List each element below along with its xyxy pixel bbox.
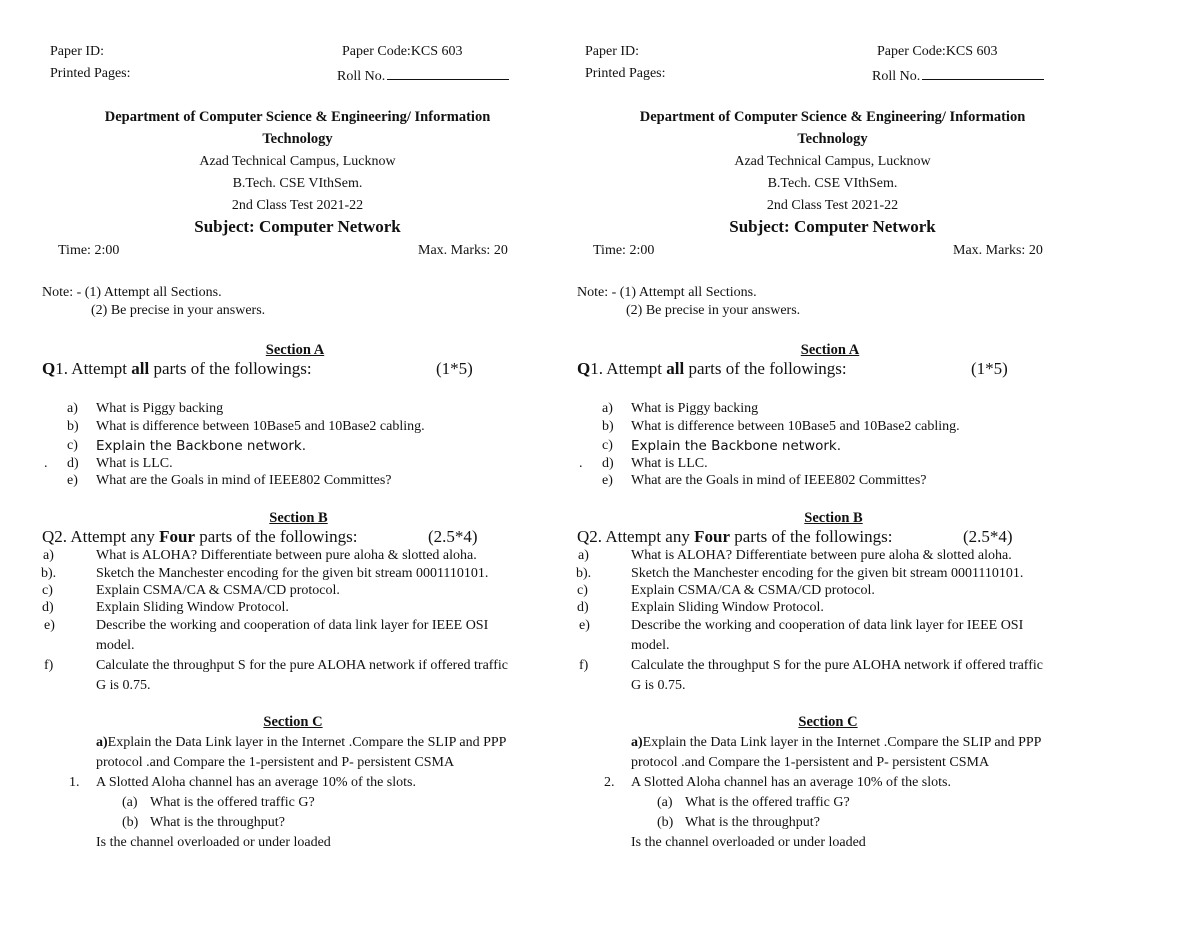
subject-title: Subject: Computer Network xyxy=(194,217,401,236)
section-c-part-a: a)Explain the Data Link layer in the Internet .Compare the SLIP and PPP xyxy=(96,735,507,750)
paper-code: Paper Code:KCS 603 xyxy=(342,44,463,59)
paper-id-label: Paper ID: xyxy=(50,44,105,59)
list-item-continuation: G is 0.75. xyxy=(631,678,686,693)
list-item: Explain Sliding Window Protocol. xyxy=(96,600,289,615)
department-line1: Department of Computer Science & Engineering/ Information xyxy=(104,109,491,125)
q1-text: Q1. Attempt all parts of the followings: xyxy=(577,359,847,378)
list-item: Calculate the throughput S for the pure ALOHA network if offered traffic xyxy=(631,658,1043,673)
stray-dot: . xyxy=(44,456,48,471)
list-item: Describe the working and cooperation of data link layer for IEEE OSI xyxy=(631,618,1024,633)
printed-pages-label: Printed Pages: xyxy=(585,66,666,81)
list-item-label: c) xyxy=(602,438,613,453)
sub-item: What is the offered traffic G? xyxy=(685,795,850,810)
department-line2: Technology xyxy=(262,131,333,147)
list-item-label: d) xyxy=(577,600,589,615)
test-name: 2nd Class Test 2021-22 xyxy=(766,198,899,213)
list-item-label: d) xyxy=(602,456,614,471)
question-number: 1. xyxy=(69,775,80,790)
list-item-label: e) xyxy=(44,618,55,633)
list-item: What is ALOHA? Differentiate between pure aloha & slotted aloha. xyxy=(96,548,477,563)
q2-marks: (2.5*4) xyxy=(963,527,1013,546)
roll-no xyxy=(337,65,509,86)
section-c-title: Section C xyxy=(798,714,858,730)
question-paper-right xyxy=(535,0,1070,927)
section-a-title: Section A xyxy=(265,342,325,358)
list-item: What is LLC. xyxy=(631,456,708,471)
list-item: What are the Goals in mind of IEEE802 Committes? xyxy=(631,473,927,488)
list-item-label: a) xyxy=(67,401,78,416)
q1-text: Q1. Attempt all parts of the followings: xyxy=(42,359,312,378)
section-b-title: Section B xyxy=(269,510,328,526)
list-item-label: c) xyxy=(67,438,78,453)
list-item-continuation: G is 0.75. xyxy=(96,678,151,693)
section-c-part-a-cont: protocol .and Compare the 1-persistent and P- persistent CSMA xyxy=(631,755,990,770)
closing-question: Is the channel overloaded or under loaded xyxy=(631,835,866,850)
list-item-label: e) xyxy=(579,618,590,633)
list-item: Calculate the throughput S for the pure ALOHA network if offered traffic xyxy=(96,658,508,673)
question-paper-left xyxy=(0,0,535,927)
list-item-label: a) xyxy=(43,548,54,563)
list-item: Explain CSMA/CA & CSMA/CD protocol. xyxy=(96,583,340,598)
test-name: 2nd Class Test 2021-22 xyxy=(231,198,364,213)
list-item: Explain the Backbone network. xyxy=(631,438,842,454)
list-item: What is LLC. xyxy=(96,456,173,471)
list-item: What is ALOHA? Differentiate between pure aloha & slotted aloha. xyxy=(631,548,1012,563)
list-item-label: d) xyxy=(67,456,79,471)
sub-item: What is the offered traffic G? xyxy=(150,795,315,810)
sub-item-label: (a) xyxy=(657,795,673,810)
q2-text: Q2. Attempt any Four parts of the followings: xyxy=(42,527,358,546)
paper-id-label: Paper ID: xyxy=(585,44,640,59)
sub-item: What is the throughput? xyxy=(685,815,820,830)
sub-item-label: (b) xyxy=(657,815,674,830)
list-item-label: b). xyxy=(41,566,57,581)
note-line1: Note: - (1) Attempt all Sections. xyxy=(577,285,757,300)
list-item: Describe the working and cooperation of data link layer for IEEE OSI xyxy=(96,618,489,633)
list-item: Sketch the Manchester encoding for the given bit stream 0001110101. xyxy=(631,566,1024,581)
list-item: What is difference between 10Base5 and 10Base2 cabling. xyxy=(631,419,960,434)
q2-text: Q2. Attempt any Four parts of the followings: xyxy=(577,527,893,546)
section-b-title: Section B xyxy=(804,510,863,526)
course-name: B.Tech. CSE VIthSem. xyxy=(767,176,898,191)
list-item: What is difference between 10Base5 and 10Base2 cabling. xyxy=(96,419,425,434)
course-name: B.Tech. CSE VIthSem. xyxy=(232,176,363,191)
roll-no-label: Roll No. xyxy=(337,69,386,84)
list-item-label: d) xyxy=(42,600,54,615)
list-item-continuation: model. xyxy=(631,638,670,653)
section-c-title: Section C xyxy=(263,714,323,730)
list-item-label: b). xyxy=(576,566,592,581)
department-line2: Technology xyxy=(797,131,868,147)
list-item-label: c) xyxy=(577,583,588,598)
list-item: Explain CSMA/CA & CSMA/CD protocol. xyxy=(631,583,875,598)
list-item: Explain Sliding Window Protocol. xyxy=(631,600,824,615)
list-item-label: e) xyxy=(602,473,613,488)
list-item: What is Piggy backing xyxy=(631,401,759,416)
q1-marks: (1*5) xyxy=(436,359,473,378)
q1-marks: (1*5) xyxy=(971,359,1008,378)
section-c-part-a: a)Explain the Data Link layer in the Internet .Compare the SLIP and PPP xyxy=(631,735,1042,750)
paper-code: Paper Code:KCS 603 xyxy=(877,44,998,59)
q2-marks: (2.5*4) xyxy=(428,527,478,546)
time-label: Time: 2:00 xyxy=(593,243,655,258)
question-number: 2. xyxy=(604,775,615,790)
section-c-question: A Slotted Aloha channel has an average 10% of the slots. xyxy=(96,775,416,790)
note-line2: (2) Be precise in your answers. xyxy=(91,303,266,318)
list-item-label: f) xyxy=(579,658,589,673)
max-marks-label: Max. Marks: 20 xyxy=(418,243,508,258)
list-item: Explain the Backbone network. xyxy=(96,438,307,454)
department-line1: Department of Computer Science & Engineering/ Information xyxy=(639,109,1026,125)
list-item: What are the Goals in mind of IEEE802 Committes? xyxy=(96,473,392,488)
list-item-label: c) xyxy=(42,583,53,598)
roll-no-line xyxy=(922,65,1044,80)
list-item-label: a) xyxy=(602,401,613,416)
subject-title: Subject: Computer Network xyxy=(729,217,936,236)
sub-item-label: (b) xyxy=(122,815,139,830)
printed-pages-label: Printed Pages: xyxy=(50,66,131,81)
list-item-label: f) xyxy=(44,658,54,673)
stray-dot: . xyxy=(579,456,583,471)
campus-name: Azad Technical Campus, Lucknow xyxy=(199,154,396,169)
max-marks-label: Max. Marks: 20 xyxy=(953,243,1043,258)
section-a-title: Section A xyxy=(800,342,860,358)
roll-no-line xyxy=(387,65,509,80)
list-item-continuation: model. xyxy=(96,638,135,653)
sub-item-label: (a) xyxy=(122,795,138,810)
campus-name: Azad Technical Campus, Lucknow xyxy=(734,154,931,169)
list-item: What is Piggy backing xyxy=(96,401,224,416)
note-line1: Note: - (1) Attempt all Sections. xyxy=(42,285,222,300)
list-item: Sketch the Manchester encoding for the given bit stream 0001110101. xyxy=(96,566,489,581)
note-line2: (2) Be precise in your answers. xyxy=(626,303,801,318)
list-item-label: a) xyxy=(578,548,589,563)
time-label: Time: 2:00 xyxy=(58,243,120,258)
list-item-label: b) xyxy=(602,419,614,434)
list-item-label: b) xyxy=(67,419,79,434)
section-c-question: A Slotted Aloha channel has an average 10% of the slots. xyxy=(631,775,951,790)
section-c-part-a-cont: protocol .and Compare the 1-persistent and P- persistent CSMA xyxy=(96,755,455,770)
roll-no xyxy=(872,65,1044,86)
list-item-label: e) xyxy=(67,473,78,488)
closing-question: Is the channel overloaded or under loaded xyxy=(96,835,331,850)
sub-item: What is the throughput? xyxy=(150,815,285,830)
roll-no-label: Roll No. xyxy=(872,69,921,84)
